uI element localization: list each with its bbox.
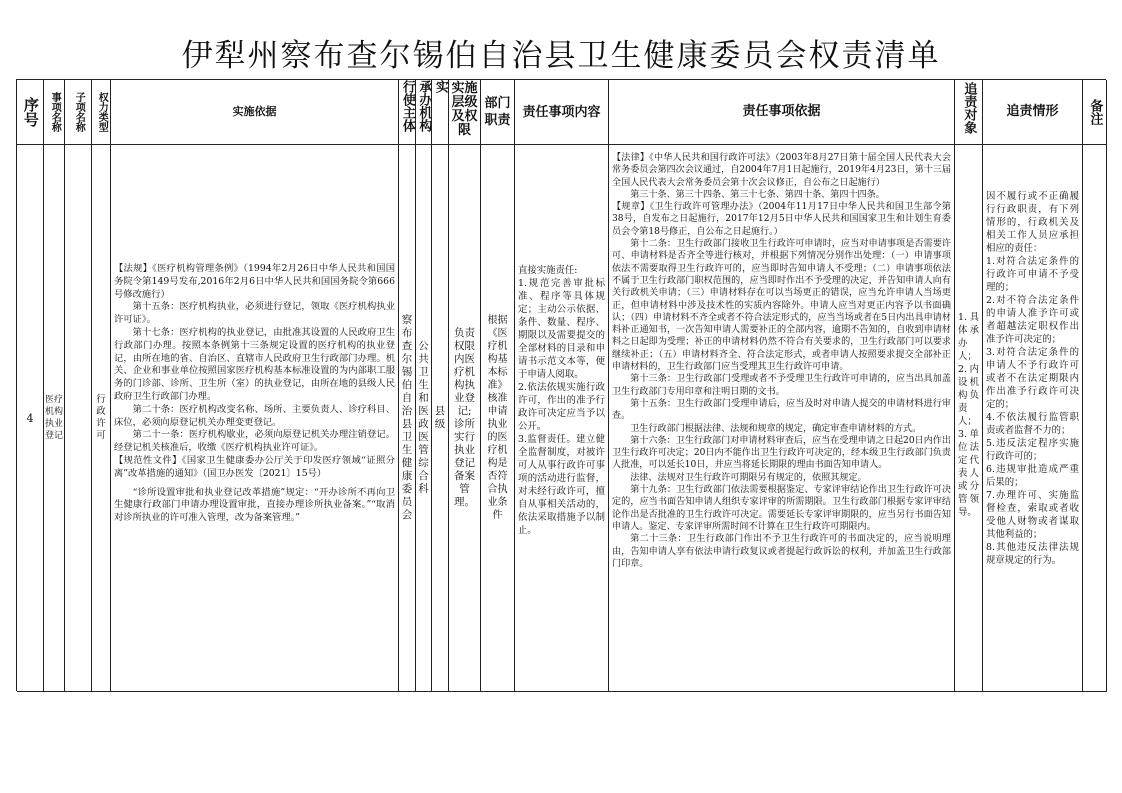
header-power-type: 权力类型	[92, 80, 111, 145]
basis-para: 第二十一条：医疗机构歇业，必须向原登记机关办理注销登记。经登记机关核准后，收缴《医疗机构执业许可证》。	[114, 429, 395, 454]
row-basis	[111, 145, 399, 692]
row-level: 县级	[432, 145, 449, 692]
basis-para: “诊所设置审批和执业登记改革措施”规定：“开办诊所不再向卫生健康行政部门申请办理设置审批，直接办理诊所执业备案。”“取消对诊所执业的许可准入管理，改为备案管理。”	[114, 486, 395, 524]
header-resp-basis: 责任事项依据	[609, 80, 955, 145]
resp-basis-para: 第二十三条：卫生行政部门作出不予卫生行政许可的书面决定的，应当说明理由，告知申请人享有依法申请行政复议或者提起行政诉讼的权利，并加盖卫生行政部门印章。	[612, 534, 951, 569]
header-sub-item: 子项名称	[65, 80, 92, 145]
row-remark	[1083, 145, 1107, 692]
header-level-a: 实	[432, 80, 449, 145]
row-resp-content: 直接实施责任: 1.规范完善审批标准、程序等具体规定；主动公示依据、条件、数量、程序、期限以及需要提交的全部材料的目录和申请书示范文本等，便于申请人阅取。 2.依法依规实施行政许可，作出的准予行政许可决定应当予以公开。 3.监督责任。建立健全监督制度，对被许可人从事行政许可事项的活动进行监督，对未经行政许可，擅自从事相关活动的，依法采取措施予以制止。	[515, 145, 609, 692]
basis-para: 第十五条：医疗机构执业，必须进行登记，领取《医疗机构执业许可证》。	[114, 301, 395, 326]
resp-basis-para: 第十五条：卫生行政部门受理申请后，应当及时对申请人提交的申请材料进行审查。	[612, 398, 951, 422]
header-basis: 实施依据	[111, 80, 399, 145]
basis-para: 第二十条：医疗机构改变名称、场所、主要负责人、诊疗科目、床位，必须向原登记机关办理变更登记。	[114, 403, 395, 428]
resp-basis-para: 第三十条、第三十四条、第三十七条、第四十条、第四十四条。	[630, 189, 885, 200]
header-dept-duty: 部门职责	[481, 80, 515, 145]
resp-basis-para: 第十九条：卫生行政部门依法需要根据鉴定、专家评审结论作出卫生行政许可决定的，应当书面告知申请人组织专家评审的所需期限。卫生行政部门根据专家评审结论作出是否批准的卫生行政许可决定。需要延长专家评审期限的，应当另行书面告知申请人。鉴定、专家评审所需时间不计算在卫生行政许可期限内。	[612, 485, 951, 532]
basis-para: 【法规】《医疗机构管理条例》（1994年2月26日中华人民共和国国务院令第149号发布,2016年2月6日中华人民共和国国务院令第666号修改施行）	[114, 263, 395, 300]
row-power-type: 行政许可	[92, 145, 111, 692]
resp-basis-para: 卫生行政部门根据法律、法规和规章的规定，确定审查申请材料的方式。	[630, 423, 922, 434]
resp-basis-para: 第十二条：卫生行政部门接收卫生行政许可申请时，应当对申请事项是否需要许可、申请材料是否齐全等进行核对，并根据下列情况分别作出处理：（一）申请事项依法不需要取得卫生行政许可的，应当即时告知申请人不受理；（二）申请事项依法不属于卫生行政部门职权范围的，应当即时作出不予受理的决定，并告知申请人向有关行政机关申请；（三）申请材料存在可以当场更正的错误，应当允许申请人当场更正，但申请材料中涉及技术性的实质内容除外。申请人应当对更正内容予以书面确认；（四）申请材料不齐全或者不符合法定形式的，应当当场或者在5日内出具申请材料补正通知书，一次告知申请人需要补正的全部内容，逾期不告知的，自收到申请材料之日起即为受理；补正的申请材料仍然不符合有关要求的，卫生行政部门可以要求继续补正；（五）申请材料齐全、符合法定形式，或者申请人按照要求提交全部补正申请材料的，卫生行政部门应当受理其卫生行政许可申请。	[612, 239, 951, 373]
resp-basis-para: 第十三条：卫生行政部门受理或者不予受理卫生行政许可申请的，应当出具加盖卫生行政部门专用印章和注明日期的文书。	[612, 374, 951, 397]
page-title: 伊犁州察布查尔锡伯自治县卫生健康委员会权责清单	[181, 38, 941, 74]
resp-basis-para: 【规章】《卫生行政许可管理办法》（2004年11月17日中华人民共和国卫生部令第38号，自发布之日起施行，2017年12月5日中华人民共和国国家卫生和计划生育委员会令第18号修正，自公布之日起施行。）	[612, 202, 951, 237]
row-resp-basis	[609, 145, 955, 692]
basis-para: 第十七条：医疗机构的执业登记，由批准其设置的人民政府卫生行政部门办理。按照本条例第十三条规定设置的医疗机构的执业登记，由所在地的省、自治区、直辖市人民政府卫生行政部门办理。机关、企业和事业单位按照国家医疗机构基本标准设置的为内部职工服务的门诊部、诊所、卫生所（室）的执业登记，由所在地的县级人民政府卫生行政部门办理。	[114, 326, 395, 402]
resp-basis-para: 第十六条：卫生行政部门对申请材料审查后，应当在受理申请之日起20日内作出卫生行政许可决定；20日内不能作出卫生行政许可决定的，经本级卫生行政部门负责人批准，可以延长10日，并应当将延长期限的理由书面告知申请人。	[612, 435, 951, 471]
row-seq: 4	[17, 145, 44, 692]
header-pursue-case: 追责情形	[983, 80, 1083, 145]
header-agency: 承办机构	[416, 80, 432, 145]
row-subject: 察布查尔锡伯自治县卫生健康委员会	[399, 145, 416, 692]
basis-para: 【规范性文件】《国家卫生健康委办公厅关于印发医疗领域“证照分离”改革措施的通知》（国卫办医发〔2021〕15号）	[114, 454, 395, 479]
header-level: 实施层级及权限	[449, 80, 481, 145]
resp-basis-para: 【法律】《中华人民共和国行政许可法》（2003年8月27日第十届全国人民代表大会常务委员会第四次会议通过，自2004年7月1日起施行，2019年4月23日，第十三届全国人民代表大会常务委员会第十次会议修正，自公布之日起施行）	[612, 153, 951, 188]
header-seq: 序号	[17, 80, 44, 145]
header-remark: 备注	[1083, 80, 1107, 145]
header-subject: 行使主体	[399, 80, 416, 145]
header-resp-content: 责任事项内容	[515, 80, 609, 145]
resp-basis-para: 法律、法规对卫生行政许可期限另有规定的，依照其规定。	[630, 472, 867, 483]
row-pursue-case: 因不履行或不正确履行行政职责，有下列情形的，行政机关及相关工作人员应承担相应的责任： 1.对符合法定条件的行政许可申请不予受理的； 2.对不符合法定条件的申请人准予许可或者超越法定职权作出准予许可决定的； 3.对符合法定条件的申请人不予行政许可或者不在法定期限内作出准予行政许可决定的； 4.不依法履行监管职责或者监督不力的； 5.违反法定程序实施行政许可的； 6.违规审批造成严重后果的； 7.办理许可、实施监督检查，索取或者收受他人财物或者谋取其他利益的； 8.其他违反法律法规规章规定的行为。	[983, 145, 1083, 692]
row-agency: 公共卫生和医政医管综合科	[416, 145, 432, 692]
header-pursue-obj: 追责对象	[955, 80, 983, 145]
row-sub-item	[65, 145, 92, 692]
row-dept-duty-2: 根据《医疗机构基本标准》核准申请执业的医疗机构是否符合执业条件	[481, 145, 515, 692]
responsibility-table	[16, 79, 1106, 691]
row-dept-duty: 负责权限内医疗机构执业登记;诊所实行执业登记备案管理。	[449, 145, 481, 692]
row-item-name: 医疗机构执业登记	[44, 145, 65, 692]
header-item-name: 事项名称	[44, 80, 65, 145]
row-pursue-obj: 1.具体承办人； 2.内设机构负责人； 3.单位法定代表人或分管领导。	[955, 145, 983, 692]
